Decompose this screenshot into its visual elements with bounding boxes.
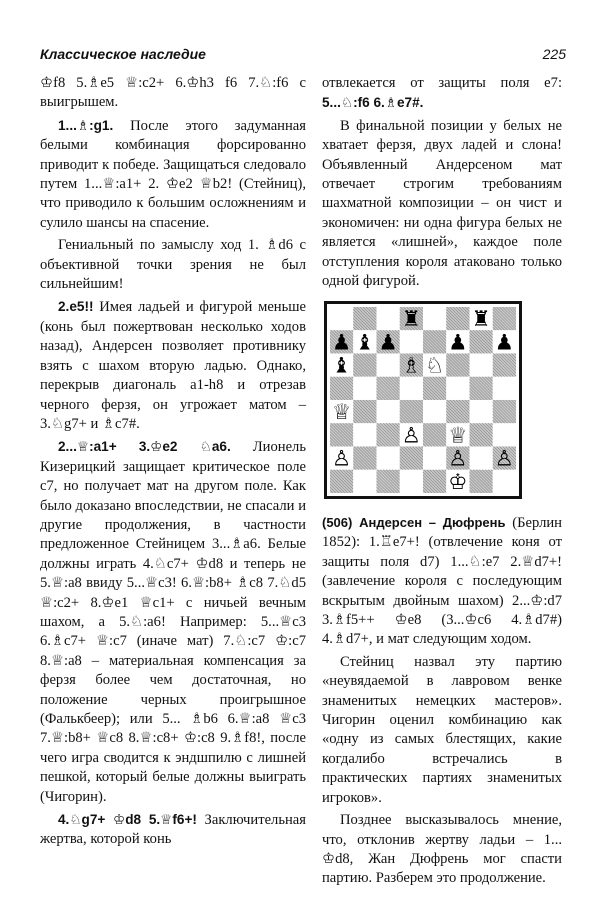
right-column-top (322, 74, 562, 294)
black-rook-piece: ♜ (471, 307, 491, 333)
light-square (400, 330, 423, 353)
light-square (377, 354, 400, 377)
page-number: 225 (542, 46, 566, 62)
light-square (493, 377, 516, 400)
light-square (353, 423, 376, 446)
move-notation: 2.e5!! (58, 299, 94, 315)
chessboard (330, 307, 516, 493)
move-notation: 5...♘:f6 6.♗e7#. (322, 95, 424, 111)
black-rook-piece: ♜ (401, 307, 421, 333)
light-square (377, 447, 400, 470)
light-square (353, 377, 376, 400)
left-column (40, 74, 306, 853)
black-pawn-piece: ♟ (378, 330, 398, 356)
white-pawn-piece: ♙ (332, 446, 352, 472)
light-square (446, 377, 469, 400)
light-square (470, 400, 493, 423)
white-pawn-piece: ♙ (448, 446, 468, 472)
paragraph: 2.e5!! Имея ладьей и фигурой меньше (конь был пожертвован несколько ходов назад), Андерсен позволяет противнику взять с шахом вторую ладью. Однако, перекрыв диагональ a1-h8 и отрезав черного ферзя, он угрожает матом – 3.♘g7+ и ♗c7#. (40, 299, 306, 432)
light-square (493, 470, 516, 493)
black-pawn-piece: ♟ (448, 330, 468, 356)
game-title: (506) Андерсен – Дюфрень (322, 515, 506, 530)
running-header-title: Классическое наследие (40, 46, 206, 62)
light-square (400, 377, 423, 400)
white-knight-piece: ♘ (425, 353, 445, 379)
paragraph: 1...♗:g1. После этого задуманная белыми комбинация форсированно приводит к победе. Защищаться следовало путем 1...♕:a1+ 2. ♔e2 ♕b2! (Стейниц), что приводило к большим осложнениям и сулило шансы на спасение. (40, 117, 306, 231)
paragraph: ♔f8 5.♗e5 ♕:c2+ 6.♔h3 f6 7.♘:f6 с выигрышем. (40, 75, 306, 111)
chess-diagram (324, 301, 522, 499)
white-bishop-piece: ♗ (401, 353, 421, 379)
light-square (423, 400, 446, 423)
light-square (493, 423, 516, 446)
light-square (470, 354, 493, 377)
white-queen-piece: ♕ (332, 400, 352, 426)
light-square (353, 470, 376, 493)
light-square (377, 307, 400, 330)
paragraph: 2...♕:a1+ 3.♔e2 ♘a6. Лионель Кизерицкий защищает критическое поле c7, но получает мат на другом поле. Как было доказано впоследствии, не спасали и другие продолжения, в частности предложенное Стейницем 3...♗a6. Белые должны играть 4.♘c7+ ♔d8 и теперь не 5.♕:a8 ввиду 5...♕c3! 6.♕:b8+ ♗c8 7.♘d5 ♕:c2+ 8.♔e1 ♕c1+ с ничьей вечным шахом, а 5.♘:a6! Например: 5...♕c3 6.♗c7+ ♕:c7 (иначе мат) 7.♘:c7 ♔:c7 8.♕:a8 – материальная компенсация за ферзя более чем достаточная, но положение черных проигрышное (Фалькбеер); или 5... ♗b6 6.♕:a8 ♕c3 7.♕:b8+ ♕c8 8.♕:c8+ ♔:c8 9.♗f8!, после чего игра сводится к эндшпилю с лишней пешкой, который белые должны выиграть (Чигорин). (40, 439, 306, 805)
diagram-caption: (506) Андерсен – Дюфрень (Берлин 1852): 1.♖e7+! (отвлечение коня от защиты поля d7) 1...♘:e7 2.♕d7+! (завлечение короля с последующим вскрытым двойным шахом) 2...♔:d7 3.♗f5++ ♔e8 (3...♔c6 4.♗d7#) 4.♗d7+, и мат следующим ходом. (322, 515, 562, 648)
paragraph: Позднее высказывалось мнение, что, отклонив жертву ладьи – 1... ♔d8, Жан Дюфрень мог спасти партию. Разберем это продолжение. (322, 812, 562, 887)
paragraph: 4.♘g7+ ♔d8 5.♕f6+! Заключительная жертва, которой конь (40, 812, 306, 848)
black-bishop-piece: ♝ (332, 353, 352, 379)
move-notation: 4.♘g7+ ♔d8 5.♕f6+! (58, 812, 197, 828)
white-pawn-piece: ♙ (494, 446, 514, 472)
white-king-piece: ♔ (448, 469, 468, 493)
light-square (423, 307, 446, 330)
paragraph: Гениальный по замыслу ход 1. ♗d6 с объективной точки зрения не был сильнейшим! (40, 237, 306, 293)
black-pawn-piece: ♟ (332, 330, 352, 356)
black-bishop-piece: ♝ (355, 330, 375, 356)
light-square (470, 447, 493, 470)
light-square (423, 447, 446, 470)
move-notation: 2...♕:a1+ 3.♔e2 ♘a6. (58, 439, 231, 455)
white-pawn-piece: ♙ (401, 423, 421, 449)
paragraph: Стейниц назвал эту партию «неувядаемой в лавровом венке знаменитых немецких мастеров». Чигорин оценил комбинацию как «одну из самых блестящих, какие когдалибо встречались в практических партиях знаменитых игроков». (322, 653, 562, 806)
paragraph: В финальной позиции у белых не хватает ферзя, двух ладей и слона! Объявленный Андерсеном мат отвечает строгим требованиям шахматной композиции – он чист и экономичен: ни одна фигура белых не является «лишней», каждое поле отступления короля атаковано только одной фигурой. (322, 117, 562, 290)
paragraph: отвлекается от защиты поля e7: 5...♘:f6 6.♗e7#. (322, 75, 562, 111)
light-square (400, 470, 423, 493)
move-notation: 1...♗:g1. (58, 117, 114, 133)
light-square (330, 307, 353, 330)
light-square (377, 400, 400, 423)
right-column-bottom (322, 513, 562, 892)
black-pawn-piece: ♟ (494, 330, 514, 356)
white-queen-piece: ♕ (448, 423, 468, 449)
